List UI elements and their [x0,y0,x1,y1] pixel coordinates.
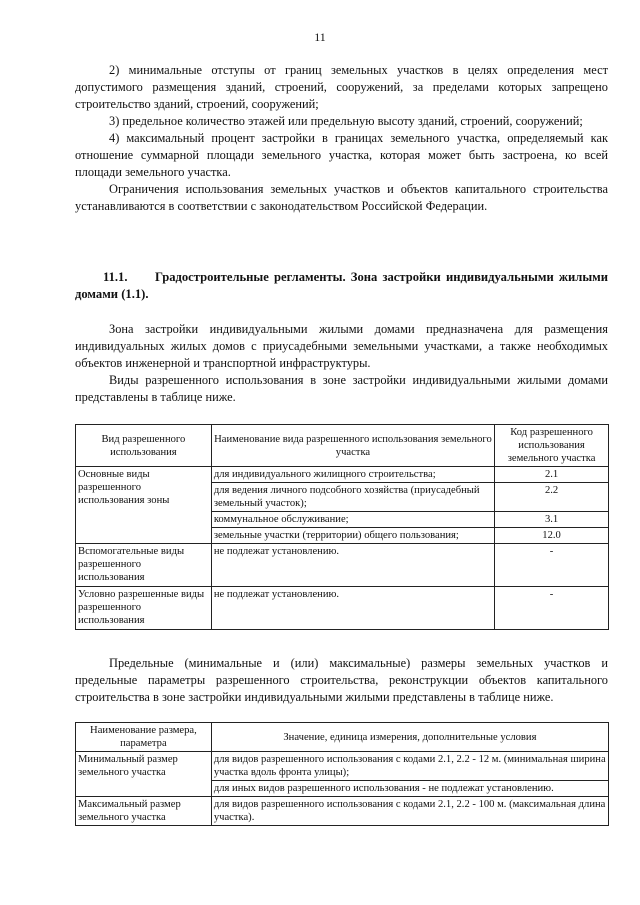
paragraph: 4) максимальный процент застройки в границах земельного участка, определяемый как отношение суммарной площади земельного участка, которая может быть застроена, ко всей площади земельного участка. [75,131,608,179]
table-header-cell: Наименование размера, параметра [76,723,212,752]
parameter-value-cell: для видов разрешенного использования с кодами 2.1, 2.2 - 12 м. (минимальная ширина участка вдоль фронта улицы); [211,752,608,781]
table-header-cell: Наименование вида разрешенного использования земельного участка [211,425,494,467]
table-header-cell: Вид разрешенного использования [76,425,212,467]
paragraph: 3) предельное количество этажей или предельную высоту зданий, строений, сооружений; [109,114,583,128]
parameter-value-cell: для иных видов разрешенного использования - не подлежат установлению. [211,781,608,797]
paragraph: 2) минимальные отступы от границ земельных участков в целях определения мест допустимого размещения зданий, строений, сооружений, за пределами которых запрещено строительство зданий, строений, сооружений; [75,63,608,111]
parameter-name-cell: Максимальный размер земельного участка [76,797,212,826]
parameter-name-cell: Минимальный размер земельного участка [76,752,212,797]
table-row [76,587,609,630]
page-number: 11 [314,30,326,44]
paragraph: Предельные (минимальные и (или) максимальные) размеры земельных участков и предельные параметры разрешенного строительства, реконструкции объектов капитального строительства в зоне застройки индивидуальными жилыми представлены в таблице ниже. [75,656,608,704]
use-code-cell: 2.1 [495,467,609,483]
section-heading [75,269,608,303]
intro-section [75,62,608,215]
use-name-cell: для ведения личного подсобного хозяйства (приусадебный земельный участок); [211,483,494,512]
paragraph: Ограничения использования земельных участков и объектов капитального строительства устанавливаются в соответствии с законодательством Российской Федерации. [75,182,608,213]
section-title: Градостроительные регламенты. Зона застройки индивидуальными жилыми домами (1.1). [75,270,608,301]
use-name-cell: земельные участки (территории) общего пользования; [211,528,494,544]
group-cell-conditional: Условно разрешенные виды разрешенного использования [76,587,212,630]
paragraph: Зона застройки индивидуальными жилыми домами предназначена для размещения индивидуальных жилых домов с приусадебными земельными участками, а также необходимых объектов инженерной и транспортной инфраструктуры. [75,322,608,370]
use-code-cell: 12.0 [495,528,609,544]
use-name-cell: не подлежат установлению. [211,544,494,587]
section-number: 11.1. [103,270,128,284]
table-row [76,467,609,483]
paragraph: Виды разрешенного использования в зоне застройки индивидуальными жилыми домами представлены в таблице ниже. [75,373,608,404]
group-cell-main: Основные виды разрешенного использования зоны [76,467,212,544]
permitted-use-table [75,424,609,630]
use-code-cell: 3.1 [495,512,609,528]
limits-section [75,655,608,706]
zone-section [75,321,608,406]
use-name-cell: для индивидуального жилищного строительства; [211,467,494,483]
parameter-value-cell: для видов разрешенного использования с кодами 2.1, 2.2 - 100 м. (максимальная длина участка). [211,797,608,826]
use-name-cell: не подлежат установлению. [211,587,494,630]
table-row [76,752,609,781]
table-header-cell: Значение, единица измерения, дополнительные условия [211,723,608,752]
limits-table [75,722,609,826]
table-header-row [76,425,609,467]
table-header-cell: Код разрешенного использования земельного участка [495,425,609,467]
group-cell-aux: Вспомогательные виды разрешенного использования [76,544,212,587]
use-code-cell: - [495,587,609,630]
table-row [76,797,609,826]
use-code-cell: 2.2 [495,483,609,512]
use-name-cell: коммунальное обслуживание; [211,512,494,528]
table-row [76,544,609,587]
use-code-cell: - [495,544,609,587]
table-header-row [76,723,609,752]
